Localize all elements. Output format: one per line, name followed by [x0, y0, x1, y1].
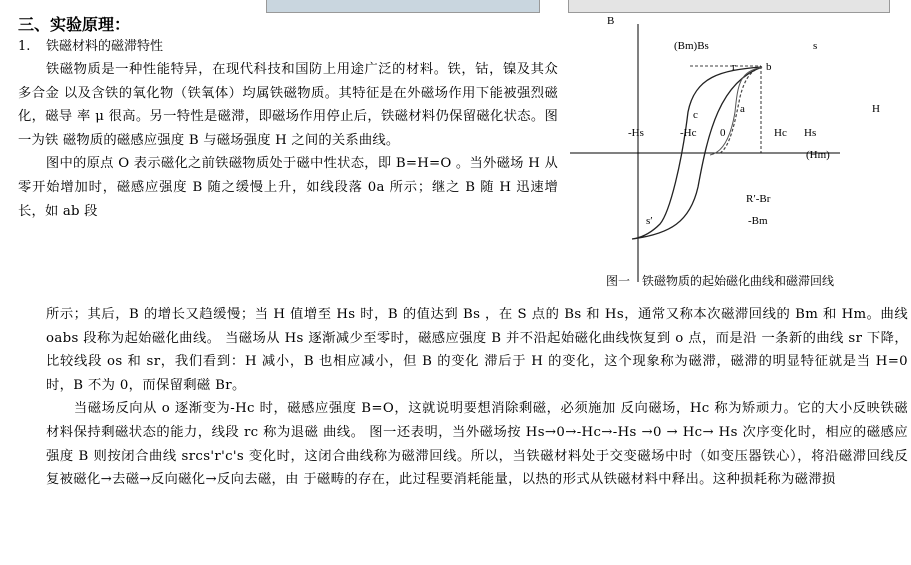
paragraph-coercivity: 当磁场反向从 o 逐渐变为-Hc 时，磁感应强度 B=O，这就说明要想消除剩磁，必须施加 反向磁场，Hc 称为矫顽力。它的大小反映铁磁材料保持剩磁状态的能力，线段 rc 称为退磁 曲线。 图一还表明，当外磁场按 Hs→0→-Hc→-Hs →0 → Hc→ Hs 次序变化时，相应的磁感应强度 B 则按闭合曲线 srcs'r'c's 变化时，这闭合曲线称为磁滞回线。所以，当铁磁材料处于交变磁场中时（如变压器铁心），将沿磁滞回线反复被磁化→去磁→反向磁化→反向去磁，由 于磁畴的存在，此过程要消耗能量，以热的形式从铁磁材料中释出。这种损耗称为磁滞损 [46, 401, 908, 488]
paragraph-intro: 铁磁物质是一种性能特异，在现代科技和国防上用途广泛的材料。铁，钴，镍及其众多合金 以及含铁的氧化物（铁氧体）均属铁磁物质。其特征是在外磁场作用下能被强烈磁化，磁导 率 μ 很高。另一特性是磁滞，即磁场作用停止后，铁磁材料仍保留磁化状态。图一为铁 磁物质的磁感应强度 B 与磁场强度 H 之间的关系曲线。 [18, 62, 558, 148]
paragraph-hysteresis: 所示；其后，B 的增长又趋缓慢；当 H 值增至 Hs 时，B 的值达到 Bs ，在 S 点的 Bs 和 Hs，通常又称本次磁滞回线的 Bm 和 Hm。曲线 oabs 段称为起始磁化曲线。 当磁场从 Hs 逐渐减少至零时，磁感应强度 B 并不沿起始磁化曲线恢复到 o 点，而是沿 一条新的曲线 sr 下降，比较线段 os 和 sr，我们看到：H 减小，B 也相应减小，但 B 的变化 滞后于 H 的变化，这个现象称为磁滞，磁滞的明显特征就是当 H=0 时，B 不为 0，而保留剩磁 Br。 [46, 307, 908, 393]
r-br-label: R′-Br [746, 193, 771, 205]
zero-label: 0 [720, 127, 726, 139]
section-title: 三、实验原理： [18, 15, 131, 34]
s-prime-label: s′ [646, 215, 653, 227]
figure-caption: 图一 铁磁物质的起始磁化曲线和磁滞回线 [606, 274, 835, 288]
s-label: s [813, 40, 818, 52]
subsection-title: 铁磁材料的磁滞特性 [46, 39, 164, 54]
hc-label: Hc [774, 127, 787, 139]
full-width-text [46, 303, 908, 492]
b-axis-label: B [607, 15, 615, 27]
paragraph-origin: 图中的原点 O 表示磁化之前铁磁物质处于磁中性状态，即 B=H=O 。当外磁场 H 从 零开始增加时，磁感应强度 B 随之缓慢上升，如线段落 0a 所示；继之 B 随 H 迅速增长，如 ab 段 [18, 156, 558, 219]
bs-label: (Bm)Bs [674, 40, 709, 52]
left-column [18, 14, 558, 223]
subsection-number: 1. [18, 39, 31, 54]
neg-bm-label: -Bm [748, 215, 768, 227]
h-axis-label: H [872, 103, 880, 115]
hs-label: Hs [804, 127, 817, 139]
neg-hs-label: -Hs [628, 127, 644, 139]
top-image-strip-left [266, 0, 540, 13]
a-label: a [740, 103, 745, 115]
hm-label: (Hm) [806, 149, 830, 161]
hysteresis-diagram [570, 12, 910, 294]
c-label: c [693, 109, 698, 121]
neg-hc-label: -Hc [680, 127, 697, 139]
subsection-heading [18, 36, 558, 58]
hysteresis-figure [570, 12, 910, 294]
r-label: r [732, 61, 736, 73]
b-point-label: b [766, 61, 772, 73]
